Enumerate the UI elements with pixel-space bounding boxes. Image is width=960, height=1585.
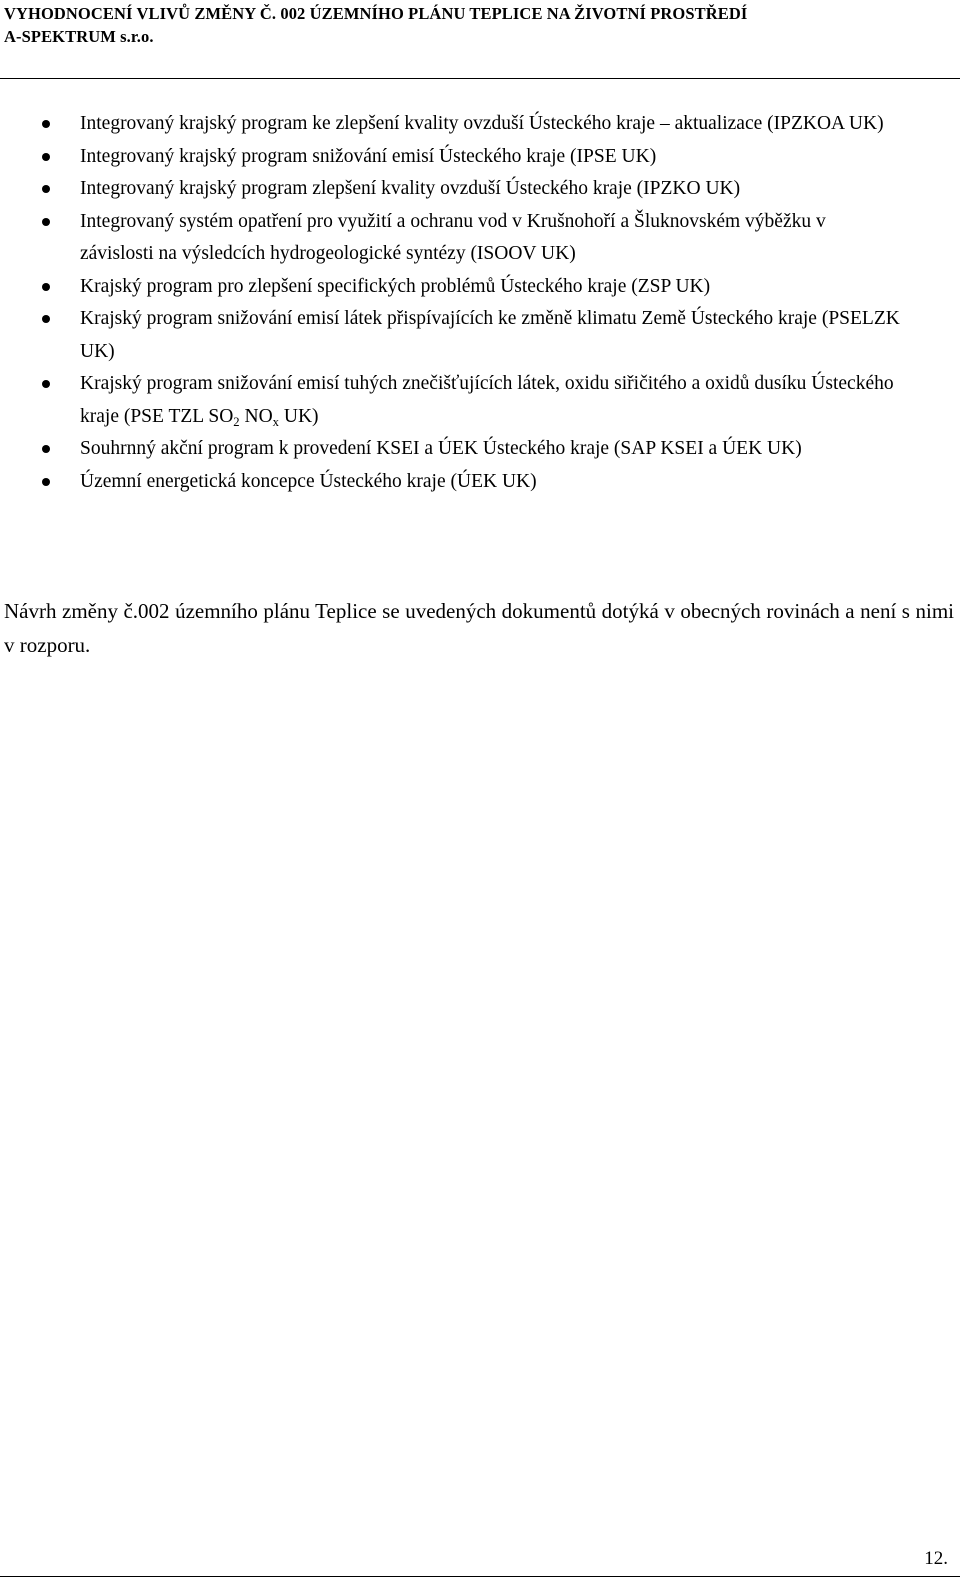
list-item <box>0 303 960 368</box>
list-item <box>0 271 960 304</box>
bullet-icon <box>42 153 50 161</box>
subscript-x: x <box>272 414 279 429</box>
list-item <box>0 368 960 433</box>
list-item-text: Integrovaný krajský program zlepšení kvality ovzduší Ústeckého kraje (IPZKO UK) <box>80 178 741 199</box>
running-header <box>4 2 954 48</box>
footer-divider <box>0 1576 960 1577</box>
header-company: A-SPEKTRUM s.r.o. <box>4 27 154 46</box>
bullet-icon <box>42 120 50 128</box>
list-item <box>0 141 960 174</box>
list-item-text <box>80 373 894 427</box>
list-item-text-middle: NO <box>239 405 273 427</box>
body-paragraph: Návrh změny č.002 územního plánu Teplice se uvedených dokumentů dotýká v obecných rovinách a není s nimi v rozporu. <box>4 599 954 657</box>
bullet-icon <box>42 445 50 453</box>
list-item <box>0 173 960 206</box>
page-number: 12. <box>924 1548 948 1569</box>
list-item-text: Územní energetická koncepce Ústeckého kraje (ÚEK UK) <box>80 470 537 492</box>
list-item-text: Integrovaný krajský program ke zlepšení kvality ovzduší Ústeckého kraje – aktualizace (IPZKOA UK) <box>80 113 884 134</box>
list-item <box>0 206 960 271</box>
bullet-icon <box>42 315 50 323</box>
list-item <box>0 466 960 499</box>
bullet-icon <box>42 185 50 193</box>
bullet-icon <box>42 478 50 486</box>
list-item-text-suffix: UK) <box>278 405 319 427</box>
list-item <box>0 433 960 466</box>
list-item-text: Souhrnný akční program k provedení KSEI a ÚEK Ústeckého kraje (SAP KSEI a ÚEK UK) <box>80 438 802 459</box>
bullet-icon <box>42 218 50 226</box>
list-item-text: Krajský program pro zlepšení specifických problémů Ústeckého kraje (ZSP UK) <box>80 275 711 297</box>
bullet-icon <box>42 380 50 388</box>
subscript-2: 2 <box>233 414 240 429</box>
header-title: VYHODNOCENÍ VLIVŮ ZMĚNY Č. 002 ÚZEMNÍHO PLÁNU TEPLICE NA ŽIVOTNÍ PROSTŘEDÍ <box>4 4 748 23</box>
document-list <box>0 108 960 498</box>
list-item-text: Krajský program snižování emisí látek přispívajících ke změně klimatu Země Ústeckého kraje (PSELZK UK) <box>80 308 900 362</box>
list-item-text: Integrovaný systém opatření pro využití a ochranu vod v Krušnohoří a Šluknovském výběžku v závislosti na výsledcích hydrogeologické syntézy (ISOOV UK) <box>80 210 826 264</box>
list-item <box>0 108 960 141</box>
bullet-icon <box>42 283 50 291</box>
header-divider <box>0 78 960 79</box>
list-item-text: Integrovaný krajský program snižování emisí Ústeckého kraje (IPSE UK) <box>80 145 657 167</box>
list-item-text-prefix: Krajský program snižování emisí tuhých znečišťujících látek, oxidu siřičitého a oxidů dusíku Ústeckého kraje (PSE TZL SO <box>80 373 894 427</box>
